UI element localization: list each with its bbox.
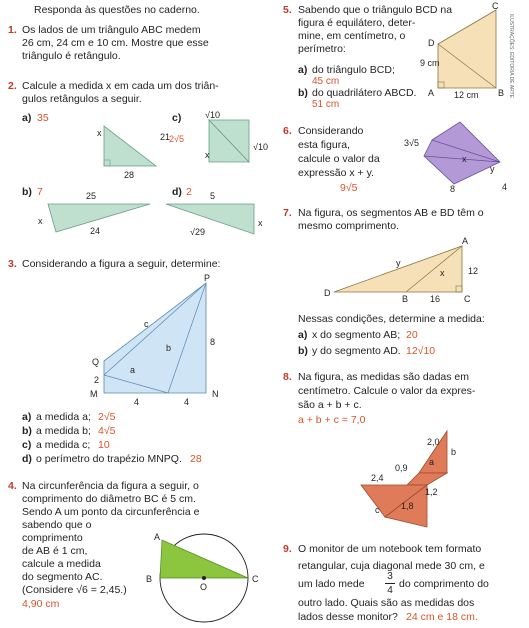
q6-label-x: x (462, 154, 467, 164)
q7-point-B: B (402, 294, 409, 304)
q3-len-4a: 4 (134, 397, 140, 407)
q1-line-1: Os lados de um triângulo ABC medem (22, 24, 201, 36)
q3b-key: b) (22, 425, 32, 437)
q5a-key: a) (298, 64, 308, 76)
q4-circle-figure (140, 530, 270, 625)
q3a-key: a) (22, 411, 32, 423)
q9-fraction-numerator: 3 (387, 571, 393, 582)
q3a-text: a medida a; (36, 411, 91, 423)
q5-point-A: A (428, 88, 435, 98)
q3-text: Considerando a figura a seguir, determine: (22, 258, 221, 270)
q3-len-4b: 4 (184, 397, 190, 407)
q8-figure (355, 425, 465, 530)
q3d-answer: 28 (190, 453, 202, 465)
q4-point-C: C (252, 574, 259, 584)
q7a-answer: 20 (406, 329, 418, 341)
q6-figure (402, 116, 512, 196)
q7-point-A: A (462, 236, 469, 246)
q3-number: 3. (8, 258, 17, 270)
q1-number: 1. (8, 24, 17, 36)
q2-number: 2. (8, 80, 17, 92)
q8-label-1-8: 1,8 (401, 501, 414, 511)
q8-label-a: a (429, 457, 435, 467)
q5-line-1: Sabendo que o triângulo BCD na (298, 4, 453, 16)
q4-line-2: comprimento do diâmetro BC é 5 cm. (22, 493, 196, 505)
q7-label-y: y (396, 258, 401, 268)
q9-line-5: outro lado. Quais são as medidas dos (298, 597, 475, 609)
q6-line-3: calcule o valor da (298, 153, 380, 165)
q7b-answer: 12√10 (406, 345, 436, 357)
illustration-credit: ILUSTRAÇÕES: EDITORIA DE ARTE (508, 14, 514, 99)
q3b-answer: 4√5 (98, 425, 116, 437)
q2d-right: x (258, 218, 263, 228)
q2d-triangle (160, 190, 270, 240)
q9-line-1: O monitor de um notebook tem formato (298, 543, 482, 555)
q7-label-x: x (440, 268, 445, 278)
q2a-side-21: 21 (160, 132, 171, 142)
q5b-text: do quadrilátero ABCD. (312, 87, 417, 99)
q3-len-8: 8 (210, 337, 216, 347)
q2b-side-x: x (38, 216, 43, 226)
q9-fraction-bar (385, 583, 395, 584)
q5-quadrilateral-figure (420, 1, 510, 100)
q8-label-c: c (375, 505, 380, 515)
q3-len-c: c (144, 319, 149, 329)
q6-label-y: y (490, 164, 495, 174)
q3-point-M: M (90, 389, 98, 399)
q8-label-1-2: 1,2 (425, 487, 438, 497)
q3d-key: d) (22, 453, 32, 465)
q4-point-A: A (154, 532, 161, 542)
q3a-answer: 2√5 (98, 411, 116, 423)
q2c-mid: x (205, 150, 210, 160)
q5-line-3: mine, em centímetro, o (298, 30, 406, 42)
q2a-side-x: x (97, 128, 102, 138)
q3c-answer: 10 (98, 439, 110, 451)
q5a-answer: 45 cm (312, 76, 340, 87)
q5-line-4: perímetro: (298, 43, 346, 55)
q3-point-N: N (212, 389, 219, 399)
q3c-text: a medida c; (36, 439, 91, 451)
q6-label-4: 4 (502, 182, 508, 192)
q5-point-C: C (492, 1, 499, 11)
q3d-text: o perímetro do trapézio MNPQ. (36, 453, 182, 465)
q6-answer: 9√5 (340, 182, 358, 194)
q7-number: 7. (283, 207, 292, 219)
q7-line-1: Na figura, os segmentos AB e BD têm o (298, 207, 484, 219)
q9-line-2: retangular, cuja diagonal mede 30 cm, e (298, 560, 485, 572)
q2a-triangle (60, 120, 170, 190)
q2b-side-24: 24 (90, 226, 101, 236)
q2c-right: √10 (253, 142, 268, 152)
q2c-top: √10 (205, 110, 220, 120)
q8-label-2-0: 2,0 (427, 437, 440, 447)
q4-line-1: Na circunferência da figura a seguir, o (22, 480, 199, 492)
q9-answer: 24 cm e 18 cm. (406, 611, 478, 623)
q7a-key: a) (298, 329, 308, 341)
q8-label-b: b (451, 447, 457, 457)
q4-line-4: sabendo que o (22, 519, 92, 531)
q2b-label: b) (22, 186, 32, 198)
q7b-key: b) (298, 345, 308, 357)
q1-line-2: 26 cm, 24 cm e 10 cm. Mostre que esse (22, 37, 209, 49)
q5b-answer: 51 cm (312, 99, 340, 110)
q3-point-P: P (204, 273, 211, 283)
q3-len-b: b (166, 343, 172, 353)
q4-line-8: do segmento AC. (22, 571, 103, 583)
q3-trapezoid-figure (80, 275, 240, 410)
q6-line-4: expressão x + y. (298, 167, 374, 179)
q1-line-3: triângulo é retângulo. (22, 50, 121, 62)
q2-line-2: gulos retângulos a seguir. (22, 93, 142, 105)
q3-len-2: 2 (94, 375, 100, 385)
q2d-label: d) (172, 186, 182, 198)
q4-line-6: de AB é 1 cm, (22, 545, 88, 557)
q2a-side-28: 28 (124, 170, 135, 180)
q2b-answer: 7 (37, 186, 43, 198)
q7a-text: x do segmento AB; (312, 329, 401, 341)
q7-point-D: D (324, 288, 331, 298)
q3c-key: c) (22, 439, 32, 451)
q8-answer: a + b + c = 7,0 (298, 414, 366, 426)
q5b-key: b) (298, 87, 308, 99)
q2d-answer: 2 (186, 186, 192, 198)
q2b-triangle (30, 190, 160, 240)
q2-line-1: Calcule a medida x em cada um dos triân- (22, 80, 219, 92)
q5-number: 5. (283, 4, 292, 16)
q7-label-16: 16 (430, 294, 441, 304)
q9-line-6: lados desse monitor? (298, 611, 398, 623)
q2d-bottom: √29 (190, 227, 205, 237)
q4-point-B: B (146, 574, 153, 584)
q8-line-3: são a + b + c. (298, 399, 362, 411)
q2a-answer: 35 (37, 112, 49, 124)
q7-point-C: C (464, 294, 471, 304)
q4-line-3: Sendo A um ponto da circunferência e (22, 506, 200, 518)
q2b-side-25: 25 (86, 191, 97, 201)
q8-line-2: centímetro. Calcule o valor da expres- (298, 385, 476, 397)
q5-point-B: B (498, 88, 505, 98)
q5a-text: do triângulo BCD; (312, 64, 395, 76)
q3-point-Q: Q (92, 357, 100, 367)
q2c-left: 2√5 (169, 134, 184, 144)
q2a-label: a) (22, 112, 32, 124)
q4-number: 4. (8, 480, 17, 492)
q9-line-3: um lado mede (298, 578, 365, 590)
q4-line-9: (Considere √6 = 2,45.) (22, 584, 127, 596)
q8-line-1: Na figura, as medidas são dadas em (298, 371, 470, 383)
q4-answer: 4,90 cm (22, 598, 60, 610)
q6-label-8: 8 (450, 184, 456, 194)
q7-figure (320, 238, 480, 308)
q5-point-D: D (428, 38, 435, 48)
q5-line-2: figura é equilátero, deter- (298, 17, 416, 29)
q7b-text: y do segmento AD. (312, 345, 401, 357)
q7-line-2: mesmo comprimento. (298, 220, 399, 232)
q6-number: 6. (283, 125, 292, 137)
q3-len-a: a (130, 365, 136, 375)
q4-line-7: calcule a medida (22, 558, 101, 570)
q2c-label: c) (172, 112, 182, 124)
q9-number: 9. (283, 543, 292, 555)
q6-label-3sqrt5: 3√5 (404, 138, 419, 148)
q4-point-O: O (200, 582, 208, 592)
q8-label-0-9: 0,9 (395, 463, 408, 473)
q2c-triangle (165, 108, 268, 178)
q8-label-2-4: 2,4 (371, 473, 384, 483)
q9-fraction-denominator: 4 (387, 585, 393, 596)
q5-edge-9: 9 cm (420, 58, 440, 68)
intro-text: Responda às questões no caderno. (34, 4, 200, 16)
q6-line-2: esta figura, (298, 139, 350, 151)
q4-line-5: comprimento (22, 532, 83, 544)
q7-label-12: 12 (468, 266, 479, 276)
q5-edge-12: 12 cm (454, 90, 479, 100)
q9-line-4: do comprimento do (399, 578, 489, 590)
q8-number: 8. (283, 371, 292, 383)
q6-line-1: Considerando (298, 125, 364, 137)
q7-subtitle: Nessas condições, determine a medida: (298, 313, 485, 325)
q2d-top: 5 (210, 191, 216, 201)
q3b-text: a medida b; (36, 425, 91, 437)
